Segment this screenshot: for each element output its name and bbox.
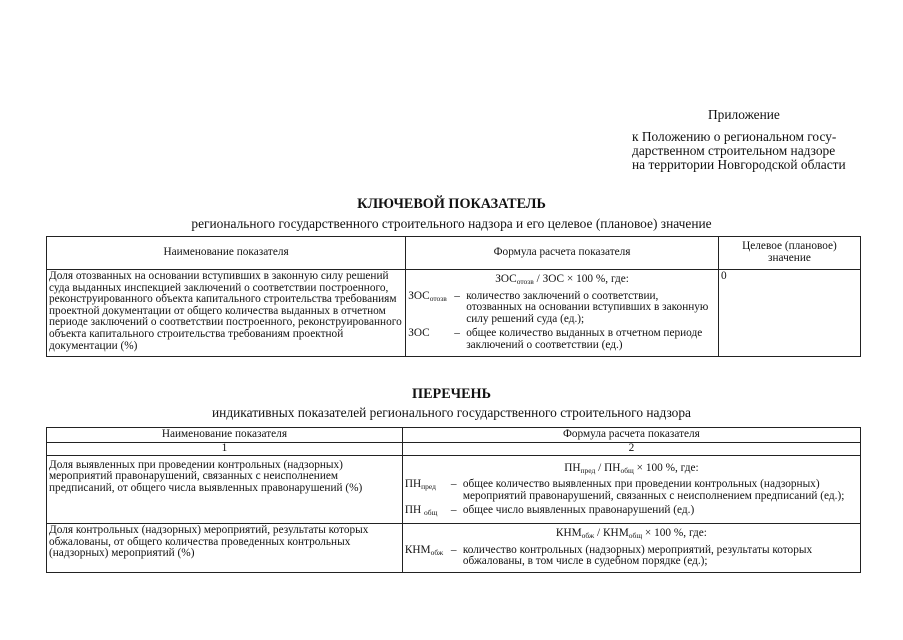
header-target-value: Целевое (плановое) значение: [718, 237, 860, 270]
definition-text: общее количество выявленных при проведении контрольных (надзорных) мероприятий правонарушений, связанных с неисполнением предписаний (ед.);: [462, 478, 845, 502]
table-row: [47, 455, 861, 523]
indicator-name-cell: Доля выявленных при проведении контрольных (надзорных) мероприятий правонарушений, связанных с неисполнением предписаний, от общего числа выявленных правонарушений (%): [47, 455, 403, 523]
formula-rest: × 100 %, где:: [633, 461, 699, 474]
appendix-line: к Положению о региональном госу-: [632, 129, 837, 144]
column-number: 2: [402, 443, 860, 456]
formula-definition: [405, 505, 858, 519]
definition-symbol: ЗОС: [408, 327, 430, 340]
key-indicator-title: КЛЮЧЕВОЙ ПОКАЗАТЕЛЬ: [357, 196, 546, 212]
formula-expression: [408, 274, 716, 288]
formula-definition: [405, 545, 858, 568]
formula-cell: [406, 270, 719, 357]
definition-dash: –: [450, 478, 457, 491]
indicators-list-subtitle: индикативных показателей регионального государственного строительного надзора: [211, 405, 692, 420]
formula-symbol: ЗОС: [495, 273, 517, 285]
formula-rest: × 100 %, где:: [642, 526, 707, 539]
definition-symbol: ПН: [404, 504, 422, 517]
appendix-title: Приложение: [708, 107, 780, 122]
formula-symbol: ПН: [604, 461, 621, 474]
definition-text: количество заключений о соответствии, отозванных на основании вступивших в законную силу решений суда (ед.);: [466, 289, 709, 325]
header-indicator-name: Наименование показателя: [47, 237, 406, 270]
indicators-list-title: ПЕРЕЧЕНЬ: [412, 386, 491, 402]
table-row: [47, 270, 861, 357]
appendix-line: дарственном строительном надзоре: [632, 143, 836, 158]
indicator-name-cell: Доля контрольных (надзорных) мероприятий, результаты которых обжалованы, от общего количества проведенных контрольных (надзорных) мероприятий (%): [47, 523, 403, 572]
formula-expression: $КНМ_{обж} / КНМ_{общ} \times 100$ %, где:: [555, 526, 707, 540]
column-number-row: [47, 443, 861, 456]
definition-subscript: обж: [430, 547, 444, 557]
table-header-row: [47, 237, 861, 270]
formula-expression: $ПН_{пред} / ПН_{общ} \times 100$ %, где:: [564, 461, 699, 475]
header-formula: Формула расчета показателя: [406, 237, 719, 270]
formula-subscript: обж: [581, 530, 595, 540]
formula-symbol: ПН: [564, 461, 581, 474]
formula-symbol: КНМ: [603, 526, 629, 539]
table-header-row: [47, 428, 861, 443]
indicative-indicators-table: [46, 427, 861, 573]
definition-symbol: КНМ: [404, 543, 431, 556]
definition-text: количество контрольных (надзорных) мероприятий, результаты которых обжалованы, в том числе в судебном порядке (ед.);: [462, 543, 813, 568]
formula-symbol: КНМ: [555, 526, 582, 539]
formula-definition: [408, 291, 716, 326]
column-number: 1: [47, 443, 403, 456]
definition-symbol: ПН: [404, 478, 422, 491]
formula-cell: [402, 455, 860, 523]
header-formula: Формула расчета показателя: [402, 428, 860, 443]
formula-cell: [402, 523, 860, 572]
definition-subscript: отозв: [429, 293, 447, 303]
formula-subscript: пред: [580, 465, 596, 475]
formula-subscript: общ: [628, 530, 643, 540]
definition-dash: –: [454, 289, 460, 302]
definition-dash: –: [450, 504, 457, 517]
target-value-cell: 0: [718, 270, 860, 357]
definition-text: общее число выявленных правонарушений (ед.): [462, 504, 695, 517]
key-indicator-subtitle: регионального государственного строительного надзора и его целевое (плановое) значение: [191, 216, 712, 231]
formula-rest: / ЗОС × 100 %, где:: [533, 273, 629, 285]
definition-subscript: пред: [421, 482, 436, 492]
formula-definition: [408, 328, 716, 351]
formula-subscript: отозв: [516, 277, 534, 286]
indicator-name-cell: Доля отозванных на основании вступивших в законную силу решений суда выданных инспекцией заключений о соответствии построенного, реконструированного объекта капитального строительства требованиям проектной документации от общего количества выданных в отчетном периоде заключений о соответствии построенного, реконструированного объекта капитального строительства требованиям проектной документации (%): [47, 270, 406, 357]
definition-dash: –: [450, 543, 457, 556]
definition-text: общее количество выданных в отчетном периоде заключений о соответствии (ед.): [466, 327, 703, 351]
formula-subscript: общ: [620, 465, 634, 475]
definition-subscript: общ: [424, 508, 438, 518]
appendix-line: на территории Новгородской области: [632, 157, 846, 172]
table-row: [47, 523, 861, 572]
definition-symbol: ЗОС: [408, 289, 430, 302]
appendix-block: [632, 108, 872, 172]
key-indicator-table: [46, 236, 861, 357]
header-indicator-name: Наименование показателя: [47, 428, 403, 443]
formula-definition: [405, 479, 858, 502]
definition-dash: –: [454, 327, 460, 340]
